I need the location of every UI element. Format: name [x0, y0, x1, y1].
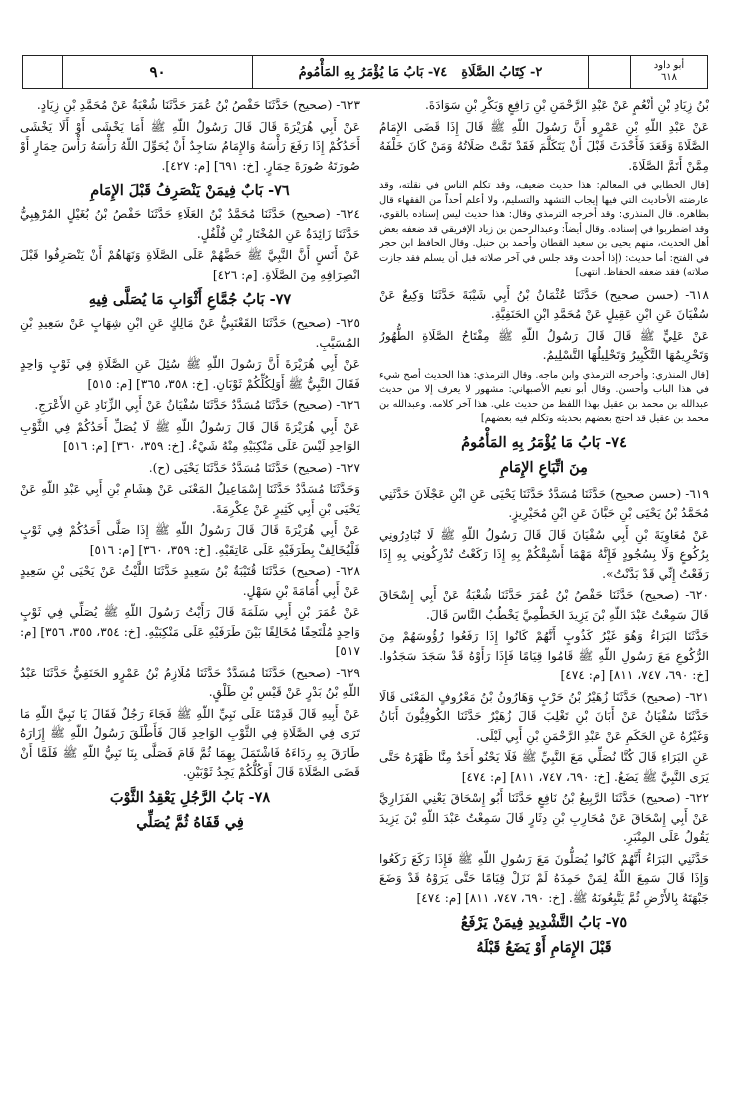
footnote: [قال الخطابي في المعالم: هذا حديث ضعيف، وقد تكلم الناس في نقلته، وقد عارضته الأحاديث التي فيها إيجاب التشهد والتسليم، ولا أعلم أحداً من الفقهاء قال بظاهره. قال المنذري: وقد أخرجه الترمذي وقال: هذا حديث ليس إسناده بالقوي، وقد اضطربوا في إسناده. وقال أيضاً: وعبدالرحمن بن زياد الإفريقي قد ضعفه بعض أهل الحديث، منهم يحيى بن سعيد القطان وأحمد بن حنبل. وقال الحافظ ابن حجر في الفتح: أما حديث: (إذا أحدث وقد جلس في آخر صلاته قبل أن يسلم فقد جازت صلاته) فقد ضعفه الحفاظ. انتهى]	[379, 180, 709, 278]
paragraph: ٦١٩- (حسن صحيح) حَدَّثَنَا مُسَدَّدٌ حَدَّثَنَا يَحْيَى عَنِ ابْنِ عَجْلَانَ حَدَّثَنِي مُحَمَّدُ بْنُ يَحْيَى بْنِ حَبَّانَ عَنِ ابْنِ مُحَيْرِيزٍ.	[379, 486, 709, 520]
chapter-heading: ٧٦- بَابٌ فِيمَنْ يَنْصَرِفُ قَبْلَ الإِمَامِ	[90, 182, 290, 199]
paragraph: عَنْ عُمَرَ بْنِ أَبِي سَلَمَةَ قَالَ رَأَيْتُ رَسُولَ اللّهِ ﷺ يُصَلِّي فِي ثَوْبٍ وَاحِدٍ مُلْتَحِفًا مُخَالِفًا بَيْنَ طَرَفَيْهِ عَلَى مَنْكِبَيْهِ. [خ: ٣٥٤، ٣٥٥، ٣٥٦] [م: ٥١٧]	[20, 605, 360, 658]
chapter-heading: ٧٧- بَابُ جُمَّاعِ أَثْوَابِ مَا يُصَلَّى فِيهِ	[88, 291, 292, 308]
page-header	[22, 55, 708, 89]
kitab-title: ٢- كِتَابُ الصَّلَاةِ	[461, 64, 543, 80]
paragraph: ٦٢٢- (صحيح) حَدَّثَنَا الرَّبِيعُ بْنُ نَافِعٍ حَدَّثَنَا أَبُو إِسْحَاقَ يَعْنِي الفَزَارِيَّ عَنْ أَبِي إِسْحَاقَ عَنْ مُحَارِبِ بْنِ دِثَارٍ قَالَ سَمِعْتُ عَبْدَ اللّهِ بْنَ يَزِيدَ يَقُولُ عَلَى المِنْبَرِ.	[379, 791, 709, 844]
paragraph: ٦٢٥- (صحيح) حَدَّثَنَا القَعْنَبِيُّ عَنْ مَالِكٍ عَنِ ابْنِ شِهَابٍ عَنْ سَعِيدِ بْنِ المُسَيَّبِ.	[20, 316, 360, 350]
bab-title: ٧٤- بَابُ مَا يُؤْمَرُ بِهِ المَأْمُومُ	[298, 64, 448, 80]
chapter-heading: قَبْلَ الإِمَامِ أَوْ يَضَعُ قَبْلَهُ	[476, 939, 612, 956]
paragraph: عَنْ أَبِي هُرَيْرَةَ قَالَ قَالَ رَسُولُ اللّهِ ﷺ لَا يُصَلِّ أَحَدُكُمْ فِي الثَّوْبِ الوَاحِدِ لَيْسَ عَلَى مَنْكِبَيْهِ مِنْهُ شَيْءٌ. [خ: ٣٥٩، ٣٦٠] [م: ٥١٦]	[20, 419, 360, 453]
running-title	[253, 56, 589, 88]
chapter-heading: مِنَ اتِّبَاعِ الإِمَامِ	[500, 458, 588, 476]
paragraph: عَنِ البَرَاءِ قَالَ كُنَّا نُصَلِّي مَعَ النَّبِيِّ ﷺ فَلَا يَحْنُو أَحَدٌ مِنَّا ظَهْرَهُ حَتَّى يَرَى النَّبِيَّ ﷺ يَضَعُ. [خ: ٦٩٠، ٧٤٧، ٨١١] [م: ٤٧٤]	[379, 750, 709, 784]
left-column	[20, 96, 360, 1103]
chapter-heading: ٧٥- بَابُ التَّشْدِيدِ فِيمَنْ يَرْفَعُ	[460, 914, 628, 931]
chapter-heading: ٧٤- بَابُ مَا يُؤْمَرُ بِهِ المَأْمُومُ	[461, 433, 627, 451]
paragraph: عَنْ عَبْدِ اللّهِ بْنِ عَمْرٍو أَنَّ رَسُولَ اللّهِ ﷺ قَالَ إِذَا قَضَى الإِمَامُ الصَّلَاةَ وَقَعَدَ فَأَحْدَثَ قَبْلَ أَنْ يَتَكَلَّمَ فَقَدْ تَمَّتْ صَلَاتُهُ وَمَنْ كَانَ خَلْفَهُ مِمَّنْ أَتَمَّ الصَّلَاةَ.	[379, 119, 709, 173]
book-reference	[631, 56, 707, 88]
paragraph: حَدَّثَنَا البَرَاءُ وَهُوَ غَيْرُ كَذُوبٍ أَنَّهُمْ كَانُوا إِذَا رَفَعُوا رُؤُوسَهُمْ مِنَ الرُّكُوعِ مَعَ رَسُولِ اللّهِ ﷺ قَامُوا قِيَامًا فَإِذَا رَأَوْهُ قَدْ سَجَدَ سَجَدُوا. [خ: ٦٩٠، ٧٤٧، ٨١١] [م: ٤٧٤]	[379, 629, 709, 682]
paragraph: ٦٢٧- (صحيح) حَدَّثَنَا مُسَدَّدٌ حَدَّثَنَا يَحْيَى (ح).	[148, 460, 360, 475]
paragraph: عَنْ عَلِيٍّ ﷺ قَالَ قَالَ رَسُولُ اللّهِ ﷺ مِفْتَاحُ الصَّلَاةِ الطُّهُورُ وَتَحْرِيمُهَا التَّكْبِيرُ وَتَحْلِيلُهَا التَّسْلِيمُ.	[379, 328, 709, 362]
paragraph: ٦٢١- (صحيح) حَدَّثَنَا زُهَيْرُ بْنُ حَرْبٍ وَهَارُونُ بْنُ مَعْرُوفٍ المَعْنَى قَالَا حَدَّثَنَا سُفْيَانُ عَنْ أَبَانَ بْنِ تَغْلِبَ قَالَ زُهَيْرٌ حَدَّثَنَا الكُوفِيُّونَ أَبَانُ وَغَيْرُهُ عَنِ الحَكَمِ عَنْ عَبْدِ الرَّحْمَنِ بْنِ أَبِي لَيْلَى.	[379, 689, 709, 743]
paragraph: بْنُ زِيَادِ بْنِ أَنْعُمٍ عَنْ عَبْدِ الرَّحْمَنِ بْنِ رَافِعٍ وَبَكْرِ بْنِ سَوَادَةَ.	[425, 98, 709, 112]
paragraph: عَنْ أَبِي هُرَيْرَةَ قَالَ قَالَ رَسُولُ اللّهِ ﷺ أَمَا يَخْشَى أَوْ أَلَا يَخْشَى أَحَدُكُمْ إِذَا رَفَعَ رَأْسَهُ وَالإِمَامُ سَاجِدٌ أَنْ يُحَوِّلَ اللّهُ رَأْسَهُ رَأْسَ حِمَارٍ أَوْ صُورَتَهُ صُورَةَ حِمَارٍ. [خ: ٦٩١] [م: ٤٢٧].	[20, 119, 360, 173]
header-blank-cell	[23, 56, 63, 88]
paragraph: ٦٢٩- (صحيح) حَدَّثَنَا مُسَدَّدٌ حَدَّثَنَا مُلَازِمُ بْنُ عَمْرٍو الحَنَفِيُّ حَدَّثَنَا عَبْدُ اللّهِ بْنُ بَدْرٍ عَنْ قَيْسِ بْنِ طَلْقٍ.	[20, 665, 360, 699]
header-blank-cell-2	[589, 56, 631, 88]
paragraph: عَنْ مُعَاوِيَةَ بْنِ أَبِي سُفْيَانَ قَالَ قَالَ رَسُولُ اللّهِ ﷺ لَا تُبَادِرُونِي بِرُكُوعٍ وَلَا بِسُجُودٍ فَإِنَّهُ مَهْمَا أَسْبِقْكُمْ بِهِ إِذَا رَكَعْتُ تُدْرِكُونِي بِهِ إِذَا رَفَعْتُ إِنِّي قَدْ بَدَّنْتُ».	[379, 527, 709, 581]
paragraph: عَنْ أَبِي هُرَيْرَةَ أَنَّ رَسُولَ اللّهِ ﷺ سُئِلَ عَنِ الصَّلَاةِ فِي ثَوْبٍ وَاحِدٍ فَقَالَ النَّبِيُّ ﷺ أَوَلِكُلِّكُمْ ثَوْبَانِ. [خ: ٣٥٨، ٣٦٥] [م: ٥١٥]	[20, 357, 360, 391]
book-name: أبو داود	[653, 60, 685, 71]
right-column	[379, 96, 709, 1103]
paragraph: عَنْ أَبِيهِ قَالَ قَدِمْنَا عَلَى نَبِيِّ اللّهِ ﷺ فَجَاءَ رَجُلٌ فَقَالَ يَا نَبِيَّ اللّهِ مَا تَرَى فِي الصَّلَاةِ فِي الثَّوْبِ الوَاحِدِ قَالَ فَأَطْلَقَ رَسُولُ اللّهِ ﷺ إِزَارَهُ طَارَقَ بِهِ رِدَاءَهُ فَاشْتَمَلَ بِهِمَا ثُمَّ قَامَ فَصَلَّى بِنَا نَبِيُّ اللّهِ ﷺ فَلَمَّا أَنْ قَضَى الصَّلَاةَ قَالَ أَوَكُلُّكُمْ يَجِدُ ثَوْبَيْنِ.	[20, 706, 360, 779]
footnote: [قال المنذري: وأخرجه الترمذي وابن ماجه. وقال الترمذي: هذا الحديث أصح شيء في هذا الباب وأحسن. وقال أبو نعيم الأصبهاني: مشهور لا يعرف إلا من حديث عبدالله بن محمد بن عقيل بهذا اللفظ من حديث علي. هذا آخر كلامه. وعبدالله بن محمد بن عقيل قد احتج بعضهم بحديثه وتكلم فيه بعضهم]	[379, 369, 709, 424]
paragraph: ٦٢٤- (صحيح) حَدَّثَنَا مُحَمَّدُ بْنُ العَلَاءِ حَدَّثَنَا حَفْصُ بْنُ بُغَيْلٍ المُرْهِبِيُّ حَدَّثَنَا زَائِدَةُ عَنِ المُخْتَارِ بْنِ فُلْفُلٍ.	[20, 207, 360, 241]
chapter-heading: ٧٨- بَابُ الرَّجُلِ يَعْقِدُ الثَّوْبَ	[109, 788, 271, 806]
book-page: ٦١٨	[660, 72, 678, 83]
page-number: ٩٠	[63, 56, 253, 88]
paragraph: ٦٢٣- (صحيح) حَدَّثَنَا حَفْصُ بْنُ عُمَرَ حَدَّثَنَا شُعْبَةُ عَنْ مُحَمَّدِ بْنِ زِيَادٍ.	[36, 98, 360, 112]
paragraph: عَنْ أَنَسٍ أَنَّ النَّبِيَّ ﷺ حَضَّهُمْ عَلَى الصَّلَاةِ وَنَهَاهُمْ أَنْ يَنْصَرِفُوا قَبْلَ انْصِرَافِهِ مِنَ الصَّلَاةِ. [م: ٤٢٦]	[20, 248, 360, 282]
paragraph: ٦٢٠- (صحيح) حَدَّثَنَا حَفْصُ بْنُ عُمَرَ حَدَّثَنَا شُعْبَةُ عَنْ أَبِي إِسْحَاقَ قَالَ سَمِعْتُ عَبْدَ اللّهِ بْنَ يَزِيدَ الخَطْمِيَّ يَخْطُبُ النَّاسَ قَالَ.	[379, 588, 709, 622]
paragraph: عَنْ أَبِي هُرَيْرَةَ قَالَ قَالَ رَسُولُ اللّهِ ﷺ إِذَا صَلَّى أَحَدُكُمْ فِي ثَوْبٍ فَلْيُخَالِفْ بِطَرَفَيْهِ عَلَى عَاتِقَيْهِ. [خ: ٣٥٩، ٣٦٠] [م: ٥١٦]	[20, 523, 360, 557]
paragraph: وَحَدَّثَنَا مُسَدَّدٌ حَدَّثَنَا إِسْمَاعِيلُ المَعْنَى عَنْ هِشَامِ بْنِ أَبِي عَبْدِ اللّهِ عَنْ يَحْيَى بْنِ أَبِي كَثِيرٍ عَنْ عِكْرِمَةَ.	[20, 482, 360, 516]
chapter-heading: فِي قَفَاهُ ثُمَّ يُصَلِّي	[136, 813, 244, 831]
paragraph: حَدَّثَنِي البَرَاءُ أَنَّهُمْ كَانُوا يُصَلُّونَ مَعَ رَسُولِ اللّهِ ﷺ فَإِذَا رَكَعَ رَكَعُوا وَإِذَا قَالَ سَمِعَ اللّهُ لِمَنْ حَمِدَهُ لَمْ نَزَلْ قِيَامًا حَتَّى يَرَوْهُ قَدْ وَضَعَ جَبْهَتَهُ بِالأَرْضِ ثُمَّ يَتَّبِعُونَهُ ﷺ. [خ: ٦٩٠، ٧٤٧، ٨١١] [م: ٤٧٤]	[379, 851, 709, 905]
paragraph: ٦٢٦- (صحيح) حَدَّثَنَا مُسَدَّدٌ حَدَّثَنَا سُفْيَانُ عَنْ أَبِي الزِّنَادِ عَنِ الأَعْرَجِ.	[34, 398, 360, 412]
paragraph: ٦١٨- (حسن صحيح) حَدَّثَنَا عُثْمَانُ بْنُ أَبِي شَيْبَةَ حَدَّثَنَا وَكِيعٌ عَنْ سُفْيَانَ عَنِ ابْنِ عَقِيلٍ عَنْ مُحَمَّدِ ابْنِ الحَنَفِيَّةِ.	[379, 287, 709, 321]
paragraph: ٦٢٨- (صحيح) حَدَّثَنَا قُتَيْبَةُ بْنُ سَعِيدٍ حَدَّثَنَا اللَّيْثُ عَنْ يَحْيَى بْنِ سَعِيدٍ عَنْ أَبِي أُمَامَةَ بْنِ سَهْلٍ.	[20, 564, 360, 598]
